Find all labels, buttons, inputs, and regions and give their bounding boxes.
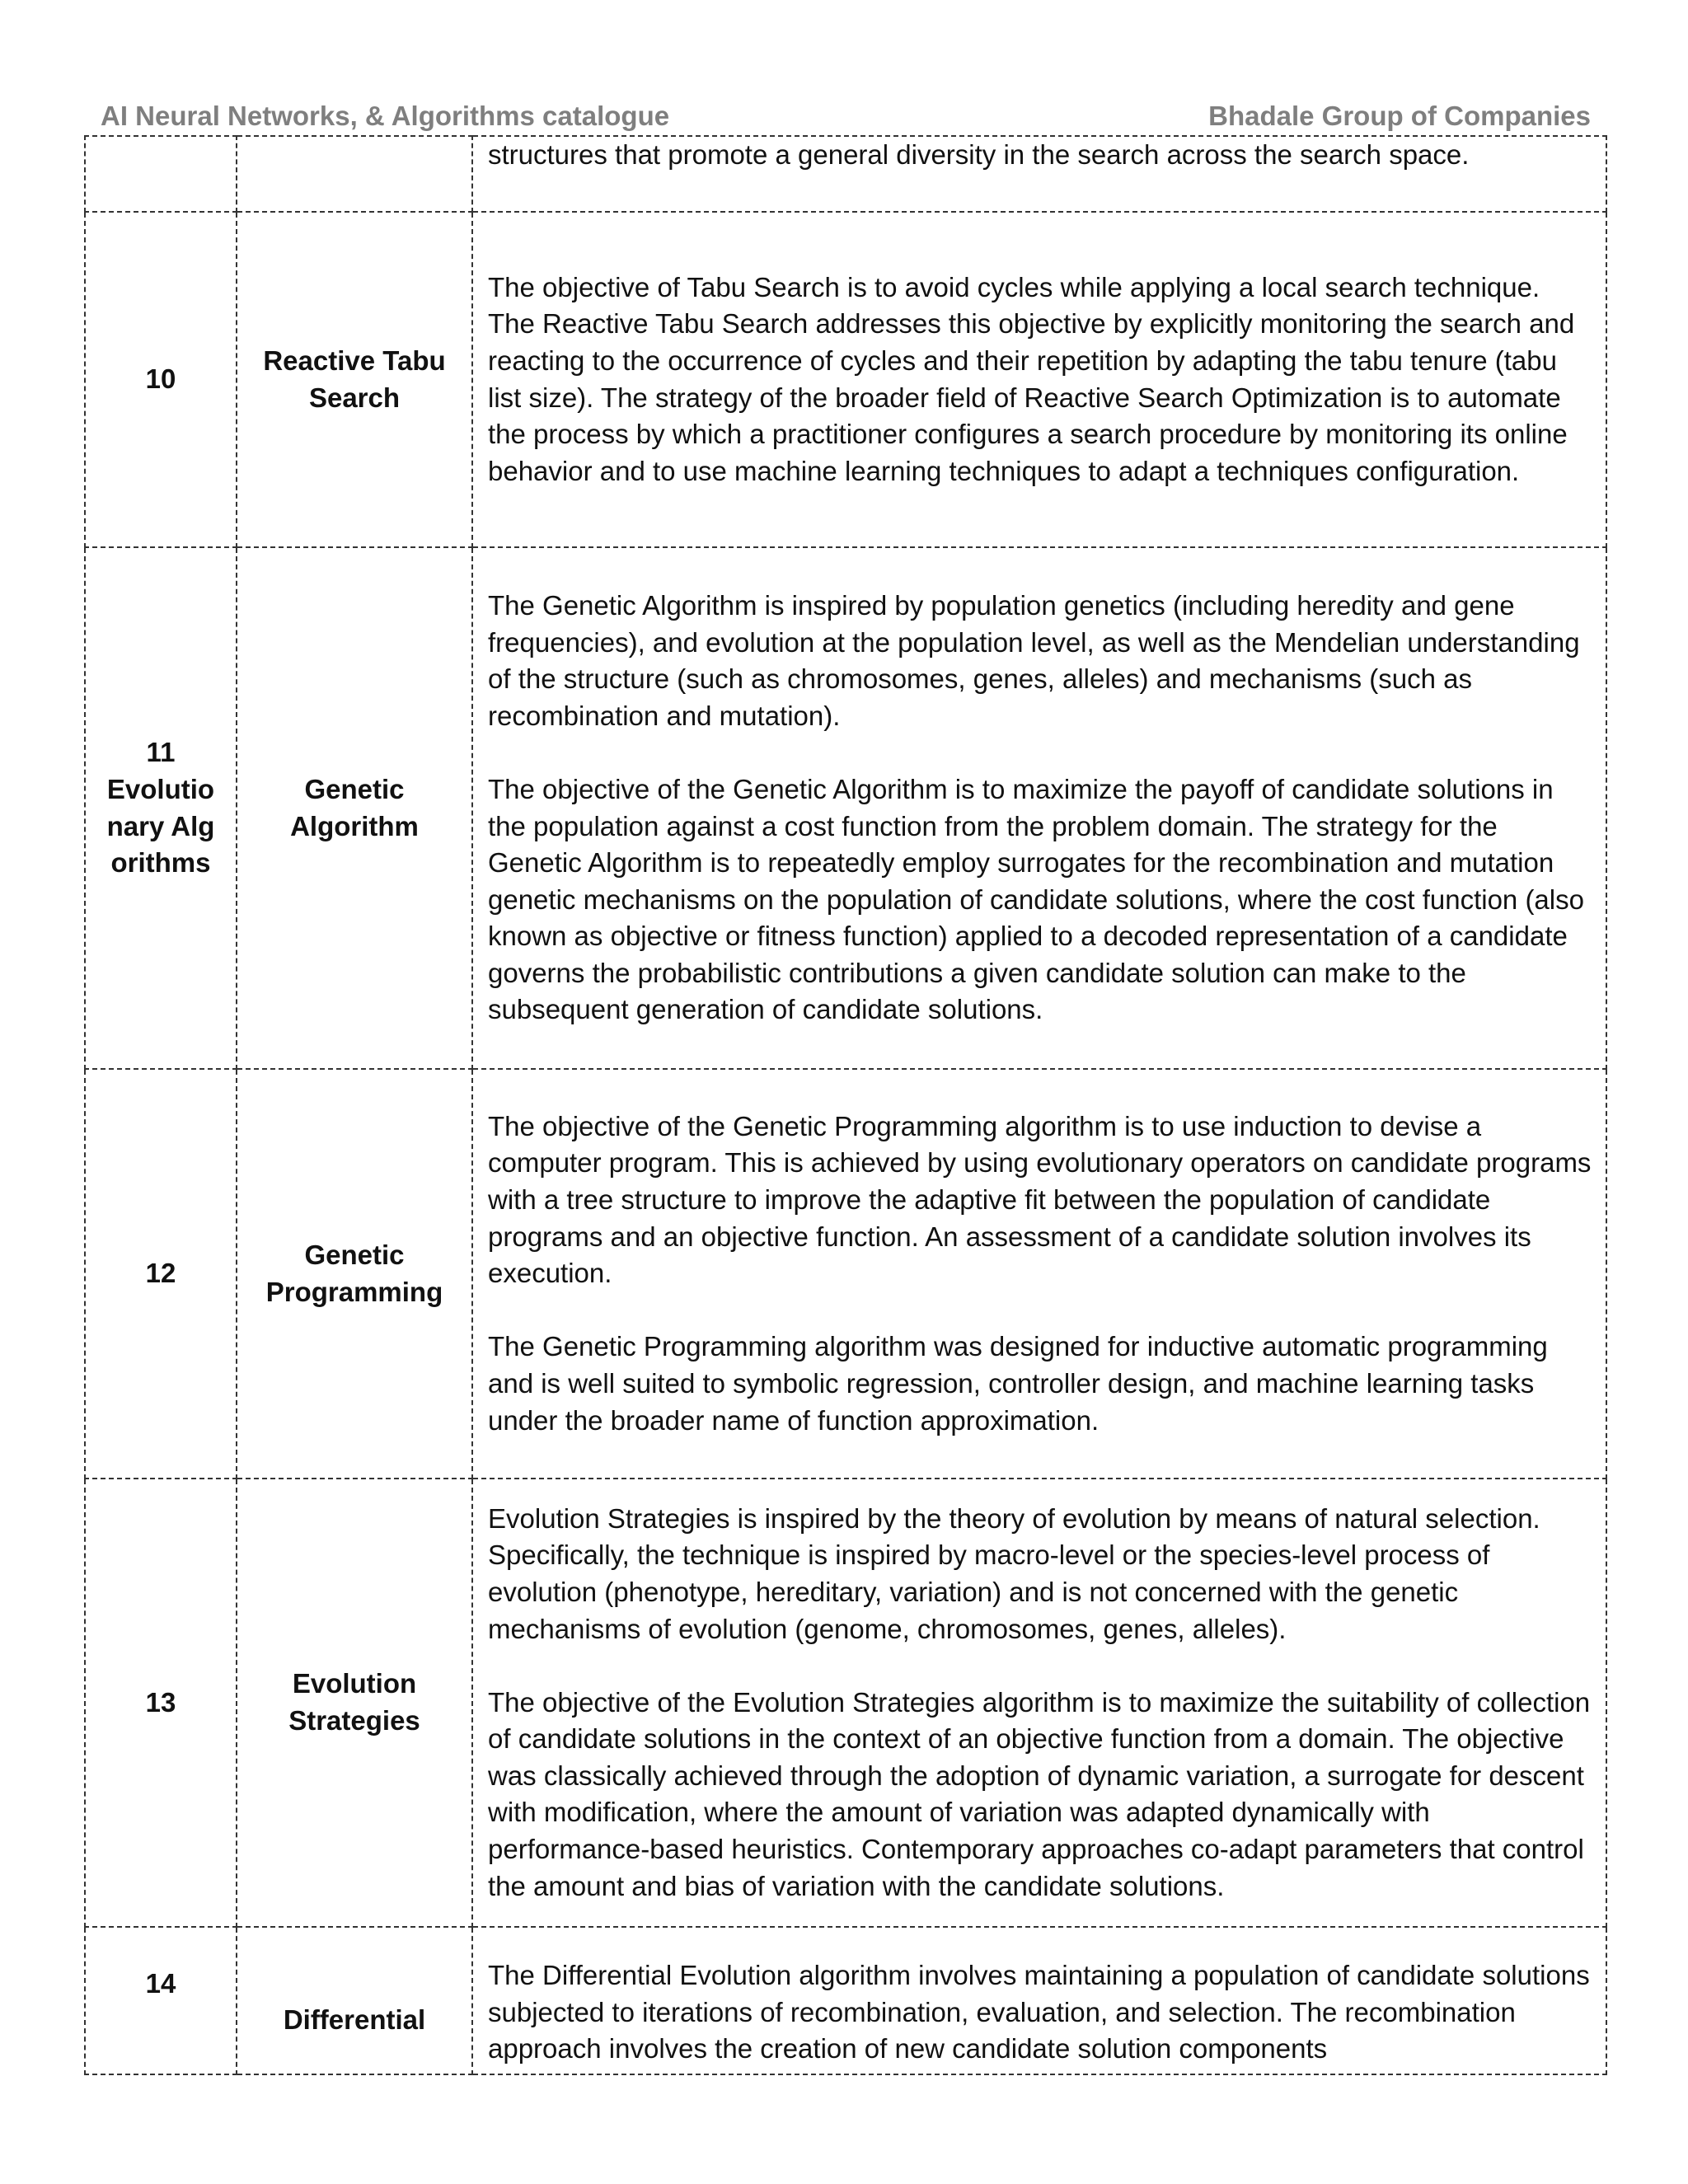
algorithm-description (472, 547, 1606, 1069)
algorithm-name (237, 1069, 472, 1479)
row-number: 12 (85, 1069, 237, 1479)
description-paragraph: The objective of Tabu Search is to avoid cycles while applying a local search technique. The Reactive Tabu Search addresses this objective by explicitly monitoring the search and reacting to the occurrence of cycles and their repetition by adapting the tabu tenure (tabu list size). The strategy of the broader field of Reactive Search Optimization is to automate the process by which a practitioner configures a search procedure by monitoring its online behavior and to use machine learning techniques to adapt a techniques configuration. (488, 271, 1575, 486)
table-row (85, 212, 1606, 547)
description-paragraph: The objective of the Genetic Programming algorithm is to use induction to devise a computer program. This is achieved by using evolutionary operators on candidate programs with a tree structure to improve the adaptive fit between the population of candidate programs and an objective function. An assessment of a candidate solution involves its execution. (488, 1110, 1592, 1289)
algorithm-name (237, 136, 472, 212)
algorithm-name (237, 1927, 472, 2074)
algorithm-table (84, 135, 1607, 2075)
algorithm-description (472, 212, 1606, 547)
header-company: Bhadale Group of Companies (1208, 101, 1591, 131)
algorithm-description (472, 136, 1606, 212)
row-number: 10 (85, 212, 237, 547)
table-row (85, 1927, 1606, 2074)
description-paragraph: structures that promote a general diversity in the search across the search space. (488, 139, 1470, 170)
description-paragraph: The Differential Evolution algorithm involves maintaining a population of candidate solutions subjected to iterations of recombination, evaluation, and selection. The recombination approach involves the creation of new candidate solution components (488, 1960, 1590, 2064)
row-number-text: 11 (146, 737, 176, 768)
table-row (85, 1479, 1606, 1927)
description-paragraph: The Genetic Programming algorithm was designed for inductive automatic programming and is well suited to symbolic regression, controller design, and machine learning tasks under the broader name of function approximation. (488, 1331, 1548, 1436)
table-row (85, 547, 1606, 1069)
algorithm-description (472, 1069, 1606, 1479)
description-paragraph: Evolution Strategies is inspired by the theory of evolution by means of natural selection. Specifically, the technique is inspired by macro-level or the species-level process of evolution (phenotype, hereditary, variation) and is not concerned with the genetic mechanisms of evolution (genome, chromosomes, genes, alleles). (488, 1502, 1540, 1644)
algorithm-name-text: Reactive Tabu Search (263, 344, 446, 413)
description-paragraph: The objective of the Evolution Strategies algorithm is to maximize the suitability of collection of candidate solutions in the context of an objective function from a domain. The objective was classically achieved through the adoption of dynamic variation, a surrogate for descent with modification, where the amount of variation was adapted dynamically with performance-based heuristics. Contemporary approaches co-adapt parameters that control the amount and bias of variation with the candidate solutions. (488, 1686, 1591, 1901)
algorithm-name-text: Evolution Strategies (288, 1668, 420, 1736)
algorithm-name (237, 547, 472, 1069)
description-paragraph: The Genetic Algorithm is inspired by population genetics (including heredity and gene frequencies), and evolution at the population level, as well as the Mendelian understanding of the structure (such as chromosomes, genes, alleles) and mechanisms (such as recombination and mutation). (488, 589, 1580, 731)
table-row (85, 1069, 1606, 1479)
description-paragraph: The objective of the Genetic Algorithm is to maximize the payoff of candidate solutions in the population against a cost function from the problem domain. The strategy for the Genetic Algorithm is to repeatedly employ surrogates for the recombination and mutation genetic mechanisms on the population of candidate solutions, where the cost function (also known as objective or fitness function) applied to a decoded representation of a candidate governs the probabilistic contributions a given candidate solution can make to the subsequent generation of candidate solutions. (488, 773, 1584, 1025)
algorithm-description (472, 1479, 1606, 1927)
category-label: Evolutionary Algorithms (106, 773, 215, 879)
row-number: 13 (85, 1479, 237, 1927)
table-row (85, 136, 1606, 212)
header-title: AI Neural Networks, & Algorithms catalogue (101, 101, 670, 131)
algorithm-name-text: Genetic Programming (265, 1239, 443, 1307)
algorithm-name (237, 212, 472, 547)
algorithm-name (237, 1479, 472, 1927)
algorithm-name-text: Genetic Algorithm (290, 773, 419, 841)
row-number: 14 (85, 1927, 237, 2074)
row-number (85, 547, 237, 1069)
row-number (85, 136, 237, 212)
algorithm-name-text: Differential (283, 2004, 426, 2035)
algorithm-description (472, 1927, 1606, 2074)
page-header (101, 97, 1591, 135)
